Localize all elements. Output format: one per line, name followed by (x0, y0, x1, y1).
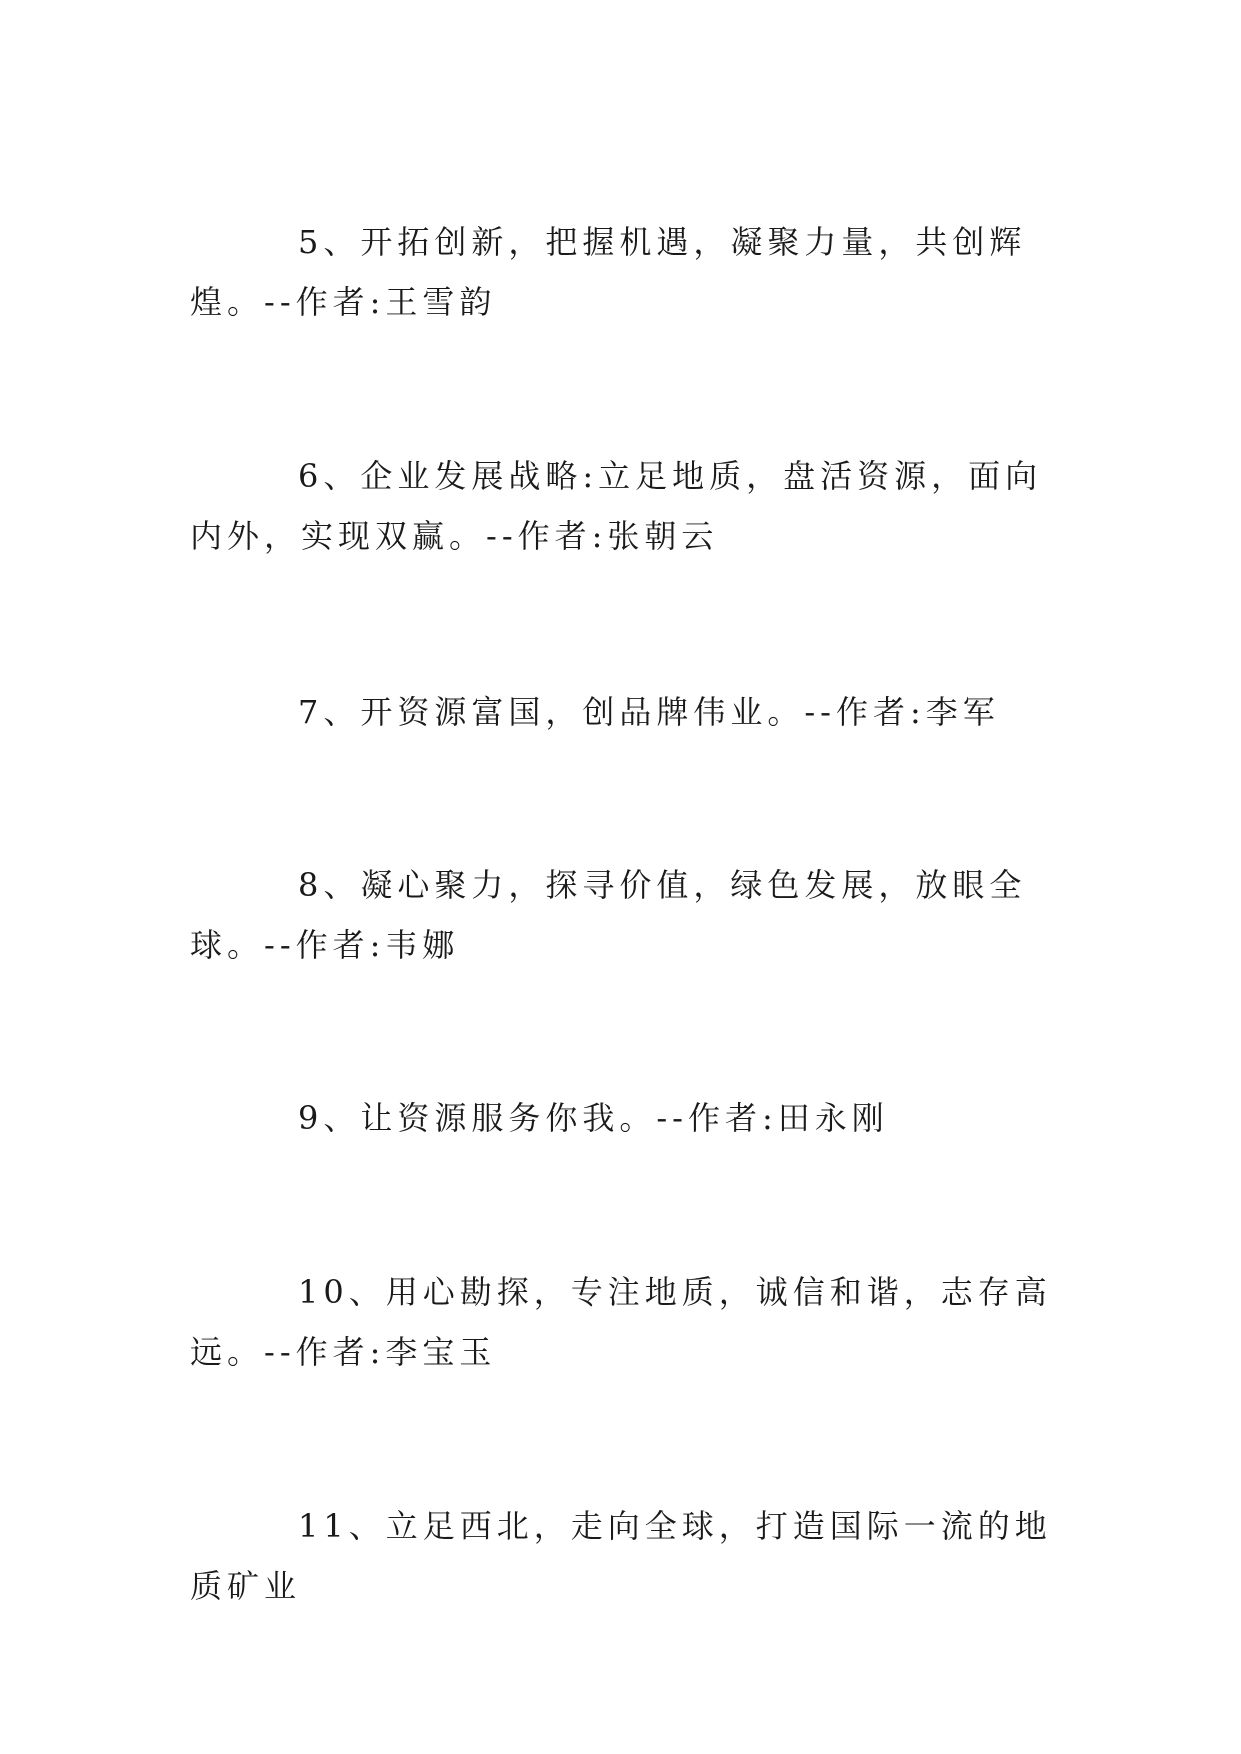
slogan-entry-9: 9、让资源服务你我。--作者:田永刚 (298, 1099, 889, 1137)
slogan-entry-5: 5、开拓创新，把握机遇，凝聚力量，共创辉煌。--作者:王雪韵 (190, 223, 1027, 321)
slogan-entry-11: 11、立足西北，走向全球，打造国际一流的地质矿业 (190, 1507, 1052, 1605)
slogan-entry-6: 6、企业发展战略:立足地质，盘活资源，面向内外，实现双赢。--作者:张朝云 (190, 457, 1043, 555)
slogan-entry-10: 10、用心勘探，专注地质，诚信和谐，志存高远。--作者:李宝玉 (190, 1273, 1052, 1371)
slogan-entry-8: 8、凝心聚力，探寻价值，绿色发展，放眼全球。--作者:韦娜 (190, 866, 1027, 964)
slogan-entry-7: 7、开资源富国，创品牌伟业。--作者:李军 (298, 693, 1000, 731)
